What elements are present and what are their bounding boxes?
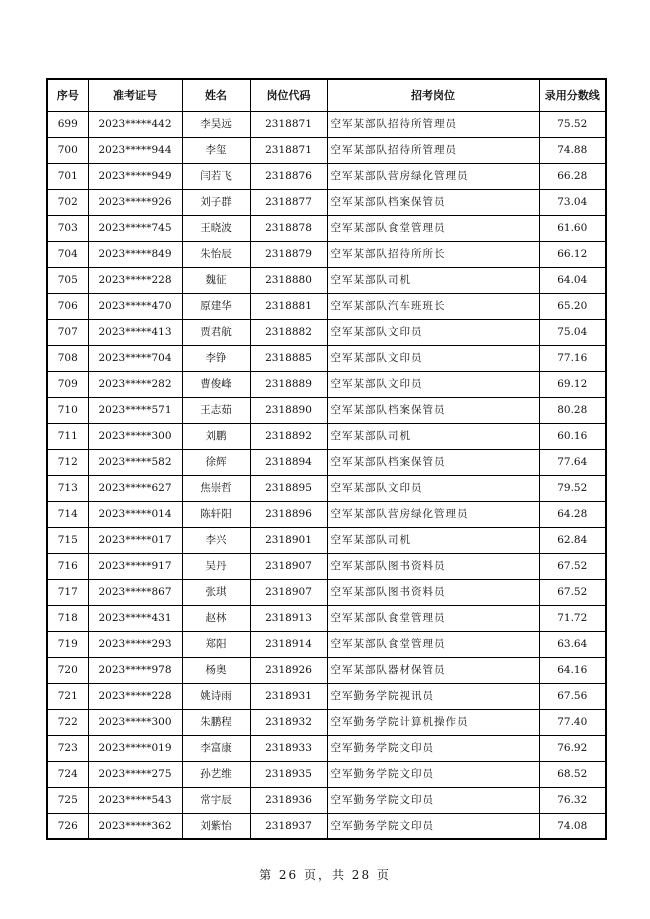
cell-no: 702 xyxy=(47,189,88,215)
cell-score: 73.04 xyxy=(539,189,606,215)
cell-exam-id: 2023*****431 xyxy=(88,605,182,631)
cell-no: 707 xyxy=(47,319,88,345)
cell-no: 716 xyxy=(47,553,88,579)
cell-exam-id: 2023*****014 xyxy=(88,501,182,527)
cell-no: 723 xyxy=(47,735,88,761)
cell-no: 703 xyxy=(47,215,88,241)
table-row xyxy=(47,371,606,397)
table-row xyxy=(47,657,606,683)
cell-exam-id: 2023*****442 xyxy=(88,111,182,137)
cell-position-code: 2318907 xyxy=(250,579,327,605)
cell-position-code: 2318931 xyxy=(250,683,327,709)
cell-position: 空军某部队汽车班班长 xyxy=(327,293,539,319)
cell-exam-id: 2023*****949 xyxy=(88,163,182,189)
cell-exam-id: 2023*****543 xyxy=(88,787,182,813)
table-row xyxy=(47,449,606,475)
cell-score: 66.12 xyxy=(539,241,606,267)
cell-exam-id: 2023*****627 xyxy=(88,475,182,501)
cell-no: 711 xyxy=(47,423,88,449)
cell-score: 69.12 xyxy=(539,371,606,397)
table-row xyxy=(47,215,606,241)
cell-position: 空军某部队招待所所长 xyxy=(327,241,539,267)
cell-exam-id: 2023*****571 xyxy=(88,397,182,423)
cell-position-code: 2318885 xyxy=(250,345,327,371)
cell-score: 64.04 xyxy=(539,267,606,293)
cell-score: 75.04 xyxy=(539,319,606,345)
cell-name: 姚诗雨 xyxy=(182,683,250,709)
cell-name: 李昊远 xyxy=(182,111,250,137)
cell-name: 刘子群 xyxy=(182,189,250,215)
header-position-code: 岗位代码 xyxy=(250,79,327,111)
cell-no: 705 xyxy=(47,267,88,293)
table-row xyxy=(47,553,606,579)
table-row xyxy=(47,813,606,839)
cell-score: 63.64 xyxy=(539,631,606,657)
cell-position-code: 2318877 xyxy=(250,189,327,215)
cell-position-code: 2318935 xyxy=(250,761,327,787)
cell-exam-id: 2023*****282 xyxy=(88,371,182,397)
cell-position: 空军某部队档案保管员 xyxy=(327,189,539,215)
table-row xyxy=(47,579,606,605)
cell-name: 张琪 xyxy=(182,579,250,605)
cell-score: 80.28 xyxy=(539,397,606,423)
cell-exam-id: 2023*****300 xyxy=(88,423,182,449)
cell-score: 74.08 xyxy=(539,813,606,839)
score-table xyxy=(46,78,607,840)
table-row xyxy=(47,241,606,267)
cell-exam-id: 2023*****582 xyxy=(88,449,182,475)
cell-exam-id: 2023*****944 xyxy=(88,137,182,163)
cell-exam-id: 2023*****293 xyxy=(88,631,182,657)
cell-no: 726 xyxy=(47,813,88,839)
table-row xyxy=(47,345,606,371)
cell-no: 714 xyxy=(47,501,88,527)
cell-name: 贾君航 xyxy=(182,319,250,345)
cell-score: 66.28 xyxy=(539,163,606,189)
table-row xyxy=(47,527,606,553)
cell-score: 60.16 xyxy=(539,423,606,449)
cell-position: 空军勤务学院文印员 xyxy=(327,813,539,839)
cell-position-code: 2318889 xyxy=(250,371,327,397)
cell-no: 712 xyxy=(47,449,88,475)
cell-position: 空军某部队图书资料员 xyxy=(327,579,539,605)
cell-score: 76.32 xyxy=(539,787,606,813)
cell-no: 718 xyxy=(47,605,88,631)
cell-exam-id: 2023*****745 xyxy=(88,215,182,241)
table-row xyxy=(47,709,606,735)
cell-no: 710 xyxy=(47,397,88,423)
cell-position: 空军某部队招待所管理员 xyxy=(327,137,539,163)
cell-name: 焦崇哲 xyxy=(182,475,250,501)
cell-score: 64.28 xyxy=(539,501,606,527)
cell-exam-id: 2023*****978 xyxy=(88,657,182,683)
cell-position: 空军某部队招待所管理员 xyxy=(327,111,539,137)
cell-position: 空军某部队营房绿化管理员 xyxy=(327,163,539,189)
cell-name: 原建华 xyxy=(182,293,250,319)
cell-no: 715 xyxy=(47,527,88,553)
cell-position: 空军某部队器材保管员 xyxy=(327,657,539,683)
cell-position: 空军勤务学院视讯员 xyxy=(327,683,539,709)
cell-position-code: 2318933 xyxy=(250,735,327,761)
cell-score: 67.52 xyxy=(539,553,606,579)
table-row xyxy=(47,423,606,449)
header-row xyxy=(47,79,606,111)
table-row xyxy=(47,163,606,189)
cell-score: 67.56 xyxy=(539,683,606,709)
cell-position: 空军勤务学院文印员 xyxy=(327,735,539,761)
cell-score: 64.16 xyxy=(539,657,606,683)
cell-score: 67.52 xyxy=(539,579,606,605)
cell-position-code: 2318913 xyxy=(250,605,327,631)
cell-position: 空军某部队图书资料员 xyxy=(327,553,539,579)
cell-position-code: 2318926 xyxy=(250,657,327,683)
cell-no: 706 xyxy=(47,293,88,319)
cell-no: 720 xyxy=(47,657,88,683)
cell-exam-id: 2023*****300 xyxy=(88,709,182,735)
cell-no: 722 xyxy=(47,709,88,735)
cell-position-code: 2318896 xyxy=(250,501,327,527)
cell-exam-id: 2023*****275 xyxy=(88,761,182,787)
cell-position-code: 2318890 xyxy=(250,397,327,423)
cell-name: 李富康 xyxy=(182,735,250,761)
cell-exam-id: 2023*****917 xyxy=(88,553,182,579)
cell-position: 空军某部队司机 xyxy=(327,527,539,553)
table-row xyxy=(47,137,606,163)
table-row xyxy=(47,735,606,761)
cell-name: 刘紫怡 xyxy=(182,813,250,839)
cell-position-code: 2318882 xyxy=(250,319,327,345)
cell-exam-id: 2023*****926 xyxy=(88,189,182,215)
cell-name: 闫若飞 xyxy=(182,163,250,189)
cell-exam-id: 2023*****849 xyxy=(88,241,182,267)
cell-no: 721 xyxy=(47,683,88,709)
cell-position-code: 2318895 xyxy=(250,475,327,501)
cell-exam-id: 2023*****362 xyxy=(88,813,182,839)
cell-no: 699 xyxy=(47,111,88,137)
header-exam-id: 准考证号 xyxy=(88,79,182,111)
cell-score: 75.52 xyxy=(539,111,606,137)
cell-position: 空军勤务学院文印员 xyxy=(327,787,539,813)
cell-score: 62.84 xyxy=(539,527,606,553)
cell-position-code: 2318932 xyxy=(250,709,327,735)
cell-no: 719 xyxy=(47,631,88,657)
cell-position: 空军勤务学院文印员 xyxy=(327,761,539,787)
cell-score: 61.60 xyxy=(539,215,606,241)
cell-score: 74.88 xyxy=(539,137,606,163)
cell-position-code: 2318881 xyxy=(250,293,327,319)
cell-exam-id: 2023*****017 xyxy=(88,527,182,553)
cell-position-code: 2318907 xyxy=(250,553,327,579)
cell-no: 700 xyxy=(47,137,88,163)
cell-exam-id: 2023*****228 xyxy=(88,267,182,293)
cell-score: 77.40 xyxy=(539,709,606,735)
cell-name: 王志茹 xyxy=(182,397,250,423)
cell-name: 李铮 xyxy=(182,345,250,371)
cell-name: 曹俊峰 xyxy=(182,371,250,397)
cell-score: 71.72 xyxy=(539,605,606,631)
header-no: 序号 xyxy=(47,79,88,111)
table-row xyxy=(47,293,606,319)
cell-name: 郑阳 xyxy=(182,631,250,657)
cell-exam-id: 2023*****019 xyxy=(88,735,182,761)
cell-score: 79.52 xyxy=(539,475,606,501)
page-footer: 第 26 页，共 28 页 xyxy=(259,868,391,882)
cell-exam-id: 2023*****413 xyxy=(88,319,182,345)
cell-no: 704 xyxy=(47,241,88,267)
table-row xyxy=(47,787,606,813)
cell-name: 吴丹 xyxy=(182,553,250,579)
cell-position: 空军某部队文印员 xyxy=(327,345,539,371)
table-row xyxy=(47,631,606,657)
cell-position-code: 2318892 xyxy=(250,423,327,449)
cell-name: 孙艺维 xyxy=(182,761,250,787)
cell-position-code: 2318914 xyxy=(250,631,327,657)
header-name: 姓名 xyxy=(182,79,250,111)
cell-score: 77.16 xyxy=(539,345,606,371)
table-row xyxy=(47,319,606,345)
cell-name: 朱怡辰 xyxy=(182,241,250,267)
cell-name: 赵林 xyxy=(182,605,250,631)
cell-position-code: 2318880 xyxy=(250,267,327,293)
table-row xyxy=(47,683,606,709)
cell-score: 77.64 xyxy=(539,449,606,475)
cell-position: 空军某部队司机 xyxy=(327,423,539,449)
header-position: 招考岗位 xyxy=(327,79,539,111)
cell-exam-id: 2023*****470 xyxy=(88,293,182,319)
cell-position: 空军某部队食堂管理员 xyxy=(327,605,539,631)
cell-position-code: 2318878 xyxy=(250,215,327,241)
cell-exam-id: 2023*****867 xyxy=(88,579,182,605)
table-body xyxy=(47,111,606,839)
cell-position-code: 2318894 xyxy=(250,449,327,475)
cell-no: 709 xyxy=(47,371,88,397)
cell-name: 徐辉 xyxy=(182,449,250,475)
cell-score: 76.92 xyxy=(539,735,606,761)
cell-no: 724 xyxy=(47,761,88,787)
table-row xyxy=(47,111,606,137)
cell-name: 刘鹏 xyxy=(182,423,250,449)
cell-no: 725 xyxy=(47,787,88,813)
cell-position-code: 2318871 xyxy=(250,111,327,137)
table-row xyxy=(47,501,606,527)
cell-position-code: 2318937 xyxy=(250,813,327,839)
cell-name: 王晓波 xyxy=(182,215,250,241)
table-row xyxy=(47,189,606,215)
cell-position: 空军勤务学院计算机操作员 xyxy=(327,709,539,735)
cell-score: 65.20 xyxy=(539,293,606,319)
cell-name: 李兴 xyxy=(182,527,250,553)
cell-name: 杨奥 xyxy=(182,657,250,683)
table-row xyxy=(47,605,606,631)
cell-position: 空军某部队文印员 xyxy=(327,319,539,345)
cell-position-code: 2318876 xyxy=(250,163,327,189)
table-row xyxy=(47,475,606,501)
table-row xyxy=(47,761,606,787)
table-header xyxy=(47,79,606,111)
cell-position: 空军某部队营房绿化管理员 xyxy=(327,501,539,527)
cell-position-code: 2318936 xyxy=(250,787,327,813)
cell-no: 708 xyxy=(47,345,88,371)
cell-name: 李玺 xyxy=(182,137,250,163)
cell-position: 空军某部队食堂管理员 xyxy=(327,631,539,657)
cell-exam-id: 2023*****704 xyxy=(88,345,182,371)
cell-name: 魏征 xyxy=(182,267,250,293)
cell-name: 朱鹏程 xyxy=(182,709,250,735)
cell-position: 空军某部队文印员 xyxy=(327,371,539,397)
cell-position: 空军某部队档案保管员 xyxy=(327,449,539,475)
cell-position: 空军某部队文印员 xyxy=(327,475,539,501)
cell-exam-id: 2023*****228 xyxy=(88,683,182,709)
table-row xyxy=(47,397,606,423)
cell-no: 701 xyxy=(47,163,88,189)
cell-name: 常宇辰 xyxy=(182,787,250,813)
cell-position: 空军某部队档案保管员 xyxy=(327,397,539,423)
cell-name: 陈轩阳 xyxy=(182,501,250,527)
cell-position-code: 2318879 xyxy=(250,241,327,267)
cell-position: 空军某部队食堂管理员 xyxy=(327,215,539,241)
cell-no: 713 xyxy=(47,475,88,501)
header-score-line: 录用分数线 xyxy=(539,79,606,111)
cell-score: 68.52 xyxy=(539,761,606,787)
cell-position: 空军某部队司机 xyxy=(327,267,539,293)
cell-no: 717 xyxy=(47,579,88,605)
cell-position-code: 2318871 xyxy=(250,137,327,163)
cell-position-code: 2318901 xyxy=(250,527,327,553)
table-row xyxy=(47,267,606,293)
